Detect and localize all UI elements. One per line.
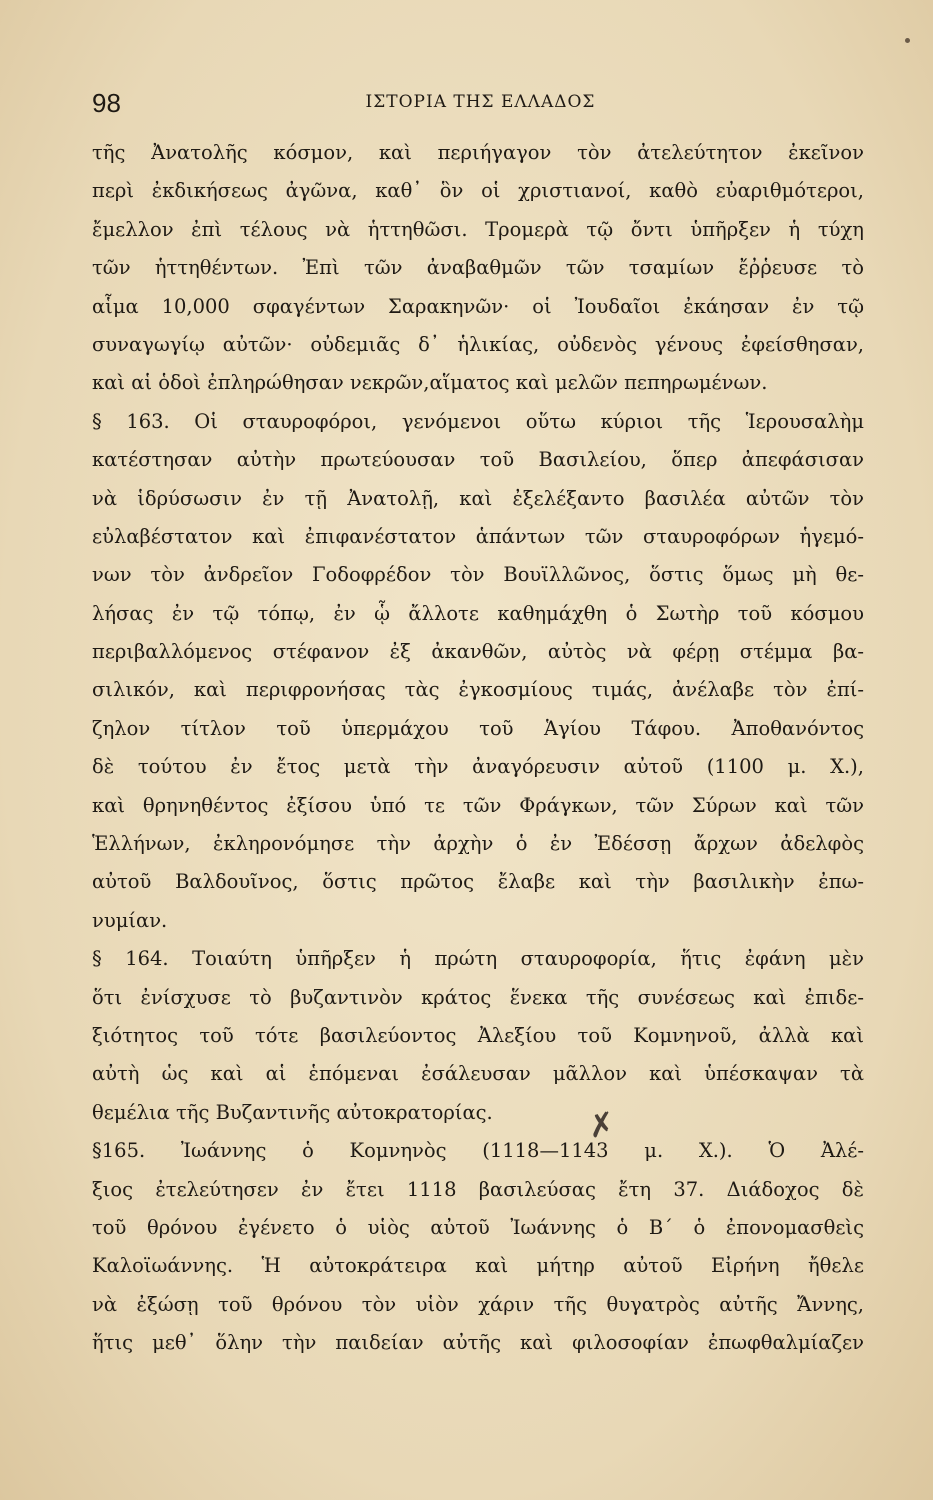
- text-line: συναγωγίῳ αὐτῶν· οὐδεμιᾶς δ᾽ ἡλικίας, οὐδενὸς γένους ἐφείσθησαν,: [92, 332, 864, 356]
- text-line: δὲ τούτου ἐν ἔτος μετὰ τὴν ἀναγόρευσιν αὐτοῦ (1100 μ. Χ.),: [92, 755, 864, 779]
- text-line: Καλοϊωάννης. Ἡ αὐτοκράτειρα καὶ μήτηρ αὐτοῦ Εἰρήνη ἤθελε: [92, 1254, 864, 1278]
- text-line: νὰ ἐξώσῃ τοῦ θρόνου τὸν υἱὸν χάριν τῆς θυγατρὸς αὐτῆς Ἄννης,: [92, 1292, 864, 1316]
- text-line: αὐτοῦ Βαλδουῖνος, ὅστις πρῶτος ἔλαβε καὶ τὴν βασιλικὴν ἐπω-: [92, 870, 864, 894]
- text-line: περιβαλλόμενος στέφανον ἐξ ἀκανθῶν, αὐτὸς νὰ φέρῃ στέμμα βα-: [92, 640, 864, 664]
- text-line: εὐλαβέστατον καὶ ἐπιφανέστατον ἁπάντων τῶν σταυροφόρων ἡγεμό-: [92, 524, 864, 548]
- text-line: ζηλον τίτλον τοῦ ὑπερμάχου τοῦ Ἁγίου Τάφου. Ἀποθανόντος: [92, 716, 864, 740]
- section-164-heading-line: § 164. Τοιαύτη ὑπῆρξεν ἡ πρώτη σταυροφορία, ἥτις ἐφάνη μὲν: [92, 947, 864, 971]
- page-header: [92, 88, 869, 118]
- text-line: ξιότητος τοῦ τότε βασιλεύοντος Ἀλεξίου τοῦ Κομνηνοῦ, ἀλλὰ καὶ: [92, 1023, 864, 1047]
- text-line: τῶν ἡττηθέντων. Ἐπὶ τῶν ἀναβαθμῶν τῶν τσαμίων ἔῤῥευσε τὸ: [92, 256, 864, 280]
- text-line: θεμέλια τῆς Βυζαντινῆς αὐτοκρατορίας.: [92, 1100, 493, 1124]
- text-line: καὶ θρηνηθέντος ἐξίσου ὑπό τε τῶν Φράγκων, τῶν Σύρων καὶ τῶν: [92, 793, 864, 817]
- text-line: κατέστησαν αὐτὴν πρωτεύουσαν τοῦ Βασιλείου, ὅπερ ἀπεφάσισαν: [92, 448, 864, 472]
- pencil-cross-mark: ✗: [584, 1103, 618, 1147]
- text-line: αἷμα 10,000 σφαγέντων Σαρακηνῶν· οἱ Ἰουδαῖοι ἐκάησαν ἐν τῷ: [92, 294, 864, 318]
- ink-speck: [905, 38, 910, 43]
- section-163-heading-line: § 163. Οἱ σταυροφόροι, γενόμενοι οὕτω κύριοι τῆς Ἱερουσαλὴμ: [92, 409, 864, 433]
- body-text: [92, 134, 864, 1363]
- text-line: περὶ ἐκδικήσεως ἀγῶνα, καθ᾽ ὃν οἱ χριστιανοί, καθὸ εὐαριθμότεροι,: [92, 179, 864, 203]
- text-line: λήσας ἐν τῷ τόπῳ, ἐν ᾧ ἄλλοτε καθημάχθη ὁ Σωτὴρ τοῦ κόσμου: [92, 601, 864, 625]
- text-line: νων τὸν ἀνδρεῖον Γοδοφρέδον τὸν Βουϊλλῶνος, ὅστις ὅμως μὴ θε-: [92, 563, 864, 587]
- running-title: ΙΣΤΟΡΙΑ ΤΗΣ ΕΛΛΑΔΟΣ: [365, 92, 596, 112]
- text-line: αὐτὴ ὡς καὶ αἱ ἑπόμεναι ἐσάλευσαν μᾶλλον καὶ ὑπέσκαψαν τὰ: [92, 1062, 864, 1086]
- text-line: νὰ ἱδρύσωσιν ἐν τῇ Ἀνατολῇ, καὶ ἐξελέξαντο βασιλέα αὐτῶν τὸν: [92, 486, 864, 510]
- text-line: ἥτις μεθ᾽ ὅλην τὴν παιδείαν αὐτῆς καὶ φιλοσοφίαν ἐπωφθαλμίαζεν: [92, 1331, 864, 1355]
- text-line: τοῦ θρόνου ἐγένετο ὁ υἱὸς αὐτοῦ Ἰωάννης ὁ Β΄ ὁ ἐπονομασθεὶς: [92, 1215, 864, 1239]
- text-line: Ἑλλήνων, ἐκληρονόμησε τὴν ἀρχὴν ὁ ἐν Ἐδέσσῃ ἄρχων ἀδελφὸς: [92, 832, 864, 856]
- text-line: καὶ αἱ ὁδοὶ ἐπληρώθησαν νεκρῶν,αἵματος καὶ μελῶν πεπηρωμένων.: [92, 371, 768, 395]
- page-number: 98: [92, 88, 121, 118]
- text-line: νυμίαν.: [92, 908, 168, 932]
- text-line: ξιος ἐτελεύτησεν ἐν ἔτει 1118 βασιλεύσας ἔτη 37. Διάδοχος δὲ: [92, 1177, 864, 1201]
- section-165-heading-line: §165. Ἰωάννης ὁ Κομνηνὸς (1118—1143 μ. Χ.). Ὁ Ἀλέ-: [92, 1139, 864, 1163]
- text-line: ἔμελλον ἐπὶ τέλους νὰ ἡττηθῶσι. Τρομερὰ τῷ ὄντι ὑπῆρξεν ἡ τύχη: [92, 217, 864, 241]
- text-line: τῆς Ἀνατολῆς κόσμον, καὶ περιήγαγον τὸν ἀτελεύτητον ἐκεῖνον: [92, 141, 864, 164]
- text-line: ὅτι ἐνίσχυσε τὸ βυζαντινὸν κράτος ἕνεκα τῆς συνέσεως καὶ ἐπιδε-: [92, 985, 864, 1009]
- text-line: σιλικόν, καὶ περιφρονήσας τὰς ἐγκοσμίους τιμάς, ἀνέλαβε τὸν ἐπί-: [92, 678, 864, 702]
